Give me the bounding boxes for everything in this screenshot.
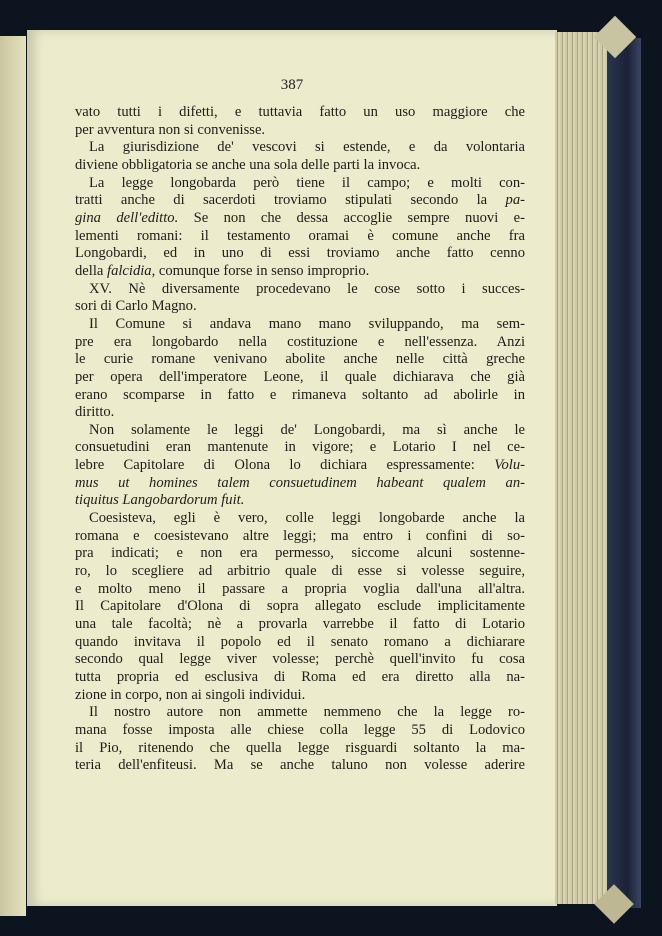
book-cover [607,38,641,908]
text-line [75,669,525,687]
text-line [75,157,525,175]
text-line [75,175,525,193]
text-line [75,192,525,210]
text-line [75,228,525,246]
text-segment: Il Capitolare d'Olona di sopra allegato esclude implicitamente [75,598,525,615]
italic-text: Volu- [494,457,525,474]
text-segment: il Pio, ritenendo che quella legge risguardi soltanto la ma- [75,739,525,756]
text-line [75,387,525,405]
text-line [75,369,525,387]
text-segment: La legge longobarda però tiene il campo; e molti con- [89,174,525,191]
text-line [75,422,525,440]
text-segment: ro, lo scegliere ad arbitrio quale di esse si volesse seguire, [75,563,525,580]
text-line [75,475,525,493]
text-segment: le curie romane venivano abolite anche nelle città greche [75,351,525,368]
text-line [75,704,525,722]
text-line [75,457,525,475]
text-segment: Coesisteva, egli è vero, colle leggi longobarde anche la [89,510,525,527]
text-line [75,492,525,510]
italic-text: pa- [505,192,525,209]
text-line [75,122,525,140]
text-segment: Longobardi, ed in uno di essi troviamo anche fatto cenno [75,245,525,262]
text-line [75,351,525,369]
text-segment: mana fosse imposta alle chiese colla legge 55 di Lodovico [75,721,525,738]
text-segment: pre era longobardo nella costituzione e nell'essenza. Anzi [75,333,525,350]
text-line [75,439,525,457]
text-line [75,281,525,299]
text-line [75,510,525,528]
page-stack-edge [555,32,609,904]
text-line [75,528,525,546]
text-segment: Il Comune si andava mano mano sviluppando, ma sem- [89,315,525,332]
italic-text: gina dell'editto. [75,209,179,226]
text-line [75,722,525,740]
text-line [75,104,525,122]
text-segment: diviene obbligatoria se anche una sola delle parti la invoca. [75,156,421,173]
text-line [75,581,525,599]
text-segment: erano scomparse in fatto e rimaneva soltanto ad abolirle in [75,386,525,403]
facing-page-edge [0,36,26,916]
text-segment: diritto. [75,404,115,421]
text-segment: zione in corpo, non ai singoli individui. [75,686,306,703]
text-segment: tratti anche di sacerdoti troviamo stipulati secondo la [75,192,506,209]
text-line [75,545,525,563]
text-segment: lementi romani: il testamento oramai è comune anche fra [75,227,525,244]
text-line [75,298,525,316]
text-line [75,316,525,334]
text-line [75,651,525,669]
body-text [75,104,525,775]
page-number: 387 [280,77,304,93]
text-segment: pra indicati; e non era permesso, siccome alcuni sostenne- [75,545,525,562]
text-segment: e molto meno il passare a propria voglia dall'una all'altra. [75,580,525,597]
text-segment: Non solamente le leggi de' Longobardi, ma sì anche le [89,421,525,438]
text-line [75,404,525,422]
text-segment: , comunque forse in senso improprio. [151,262,370,279]
text-segment: quando invitava il popolo ed il senato romano a dichiarare [75,633,525,650]
text-line [75,263,525,281]
text-segment: della [75,262,108,279]
text-line [75,210,525,228]
text-line [75,634,525,652]
text-line [75,334,525,352]
text-line [75,563,525,581]
text-segment: Se non che dessa accoglie sempre nuovi e- [178,209,525,226]
text-line [75,139,525,157]
text-segment: consuetudini eran mantenute in vigore; e Lotario I nel ce- [75,439,525,456]
text-line [75,598,525,616]
text-segment: Il nostro autore non ammette nemmeno che la legge ro- [89,704,525,721]
text-segment: secondo qual legge viver volesse; perchè quell'invito fu cosa [75,651,525,668]
text-segment: XV. Nè diversamente procedevano le cose sotto i succes- [89,280,525,297]
italic-text: mus ut homines talem consuetudinem habeant qualem an- [75,474,525,491]
text-segment: La giurisdizione de' vescovi si estende, e da volontaria [89,139,525,156]
text-line [75,687,525,705]
text-line [75,757,525,775]
text-segment: sori di Carlo Magno. [75,298,197,315]
text-segment: teria dell'enfiteusi. Ma se anche taluno non volesse aderire [75,757,525,774]
italic-text: tiquitus Langobardorum fuit. [75,492,245,509]
text-segment: tutta propria ed esclusiva di Roma ed era diretto alla na- [75,669,525,685]
text-segment: romana e coesistevano altre leggi; ma entro i confini di so- [75,527,525,544]
text-segment: per avventura non si convenisse. [75,121,266,138]
text-segment: vato tutti i difetti, e tuttavia fatto un uso maggiore che [75,104,525,120]
italic-text: falcidia [107,262,152,279]
text-line [75,740,525,758]
text-line [75,245,525,263]
text-segment: per opera dell'imperatore Leone, il quale dichiarava che già [75,368,525,385]
text-line [75,616,525,634]
text-segment: lebre Capitolare di Olona lo dichiara espressamente: [75,457,495,474]
text-segment: una tale facoltà; nè a provarla varrebbe il fatto di Lotario [75,616,525,633]
